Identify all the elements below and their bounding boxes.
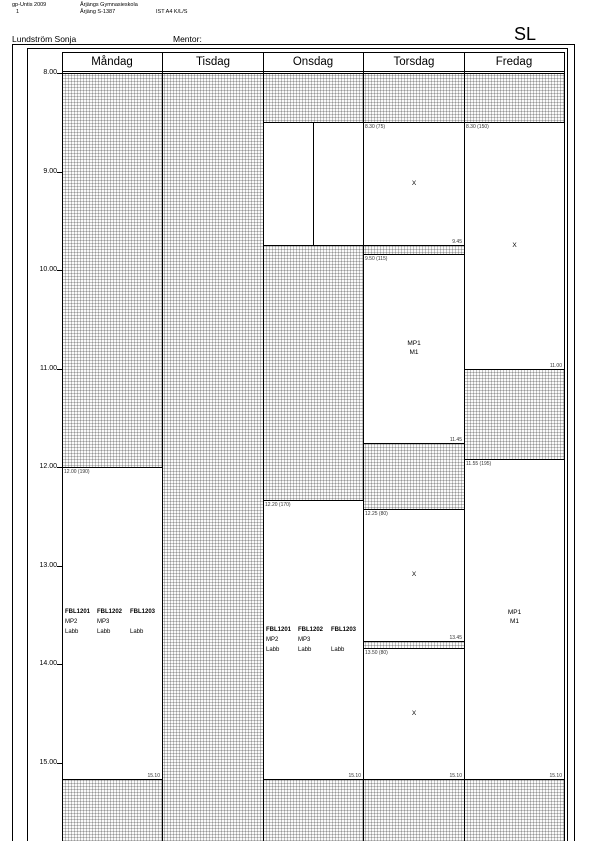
lesson-class: M1 [409,349,419,356]
lesson-subject: FBL1201 [65,609,91,615]
lesson-start-time: 12.00 (190) [64,469,90,475]
lesson-end-time: 15.10 [549,773,562,779]
lesson-thursday-4[interactable] [363,648,465,780]
lesson-end-time: 11.00 [549,363,562,369]
day-header-thursday: Torsdag [393,56,435,68]
lesson-thursday-2[interactable] [363,254,465,444]
lesson-group: MP2 [266,637,279,643]
lesson-start-time: 8.30 (150) [466,124,489,130]
lesson-end-time: 13.45 [449,635,462,641]
hour-label-14: 14.00 [39,660,57,667]
lesson-room: Labb [298,647,312,653]
lesson-start-time: 13.50 (80) [365,650,388,656]
lesson-label: X [411,710,417,717]
lesson-wednesday-morning[interactable] [263,122,364,246]
lesson-end-time: 15.10 [449,773,462,779]
lesson-room: Labb [130,629,144,635]
hour-label-13: 13.00 [39,562,57,569]
lesson-label: X [411,180,417,187]
lesson-subject: FBL1201 [266,627,292,633]
lesson-room: Labb [65,629,79,635]
lesson-subject: FBL1202 [97,609,123,615]
hour-tick [57,172,62,173]
print-format: IST A4 K/L/S [156,9,188,15]
day-header-tuesday: Tisdag [195,56,231,68]
lesson-split-divider [313,123,314,245]
lesson-subject: FBL1202 [298,627,324,633]
mentor-label: Mentor: [173,34,202,44]
lesson-room: Labb [331,647,345,653]
lesson-label: X [512,242,517,249]
page-number: 1 [16,9,20,15]
day-header-friday: Fredag [495,56,533,68]
hour-tick [57,369,62,370]
lesson-friday-1[interactable] [464,122,565,370]
lesson-room: Labb [97,629,111,635]
teacher-name: Lundström Sonja [12,34,77,44]
lesson-class: M1 [509,618,520,625]
lesson-label: X [411,571,417,578]
lesson-start-time: 12.20 (170) [265,502,291,508]
hour-label-12: 12.00 [39,463,57,470]
hour-label-8: 8.00 [43,69,57,76]
school-address: Årjäng S-1387 [80,9,116,15]
hour-tick [57,73,62,74]
lesson-start-time: 8.30 (75) [365,124,386,130]
lesson-end-time: 15.10 [348,773,361,779]
day-header-wednesday: Onsdag [292,56,334,68]
lesson-thursday-1[interactable] [363,122,465,246]
lesson-subject: FBL1203 [130,609,156,615]
lesson-start-time: 9.50 (115) [365,256,388,262]
lesson-room: Labb [266,647,280,653]
hour-label-15: 15.00 [39,759,57,766]
hour-label-10: 10.00 [39,266,57,273]
lesson-wednesday-afternoon[interactable] [263,500,364,780]
lesson-group: MP1 [407,340,421,347]
lesson-thursday-3[interactable] [363,509,465,642]
grid-top-line [62,73,565,74]
lesson-monday-afternoon[interactable] [62,467,163,780]
lesson-group: MP3 [298,637,311,643]
lesson-group: MP1 [507,609,522,616]
hour-label-11: 11.00 [40,365,57,372]
software-label: gp-Untis 2009 [12,2,47,8]
hour-label-9: 9.00 [43,168,57,175]
lesson-group: MP3 [97,619,110,625]
lesson-end-time: 15.10 [147,773,160,779]
teacher-code: SL [514,24,537,44]
lesson-end-time: 11.45 [449,437,462,443]
hour-tick [57,270,62,271]
school-name: Årjängs Gymnasieskola [80,2,138,8]
lesson-end-time: 9.45 [452,239,462,245]
lesson-group: MP2 [65,619,78,625]
day-header-monday: Måndag [91,56,133,68]
lesson-start-time: 11.55 (195) [466,461,492,467]
lesson-subject: FBL1203 [331,627,357,633]
lesson-start-time: 12.25 (80) [365,511,388,517]
lesson-friday-2[interactable] [464,459,565,780]
